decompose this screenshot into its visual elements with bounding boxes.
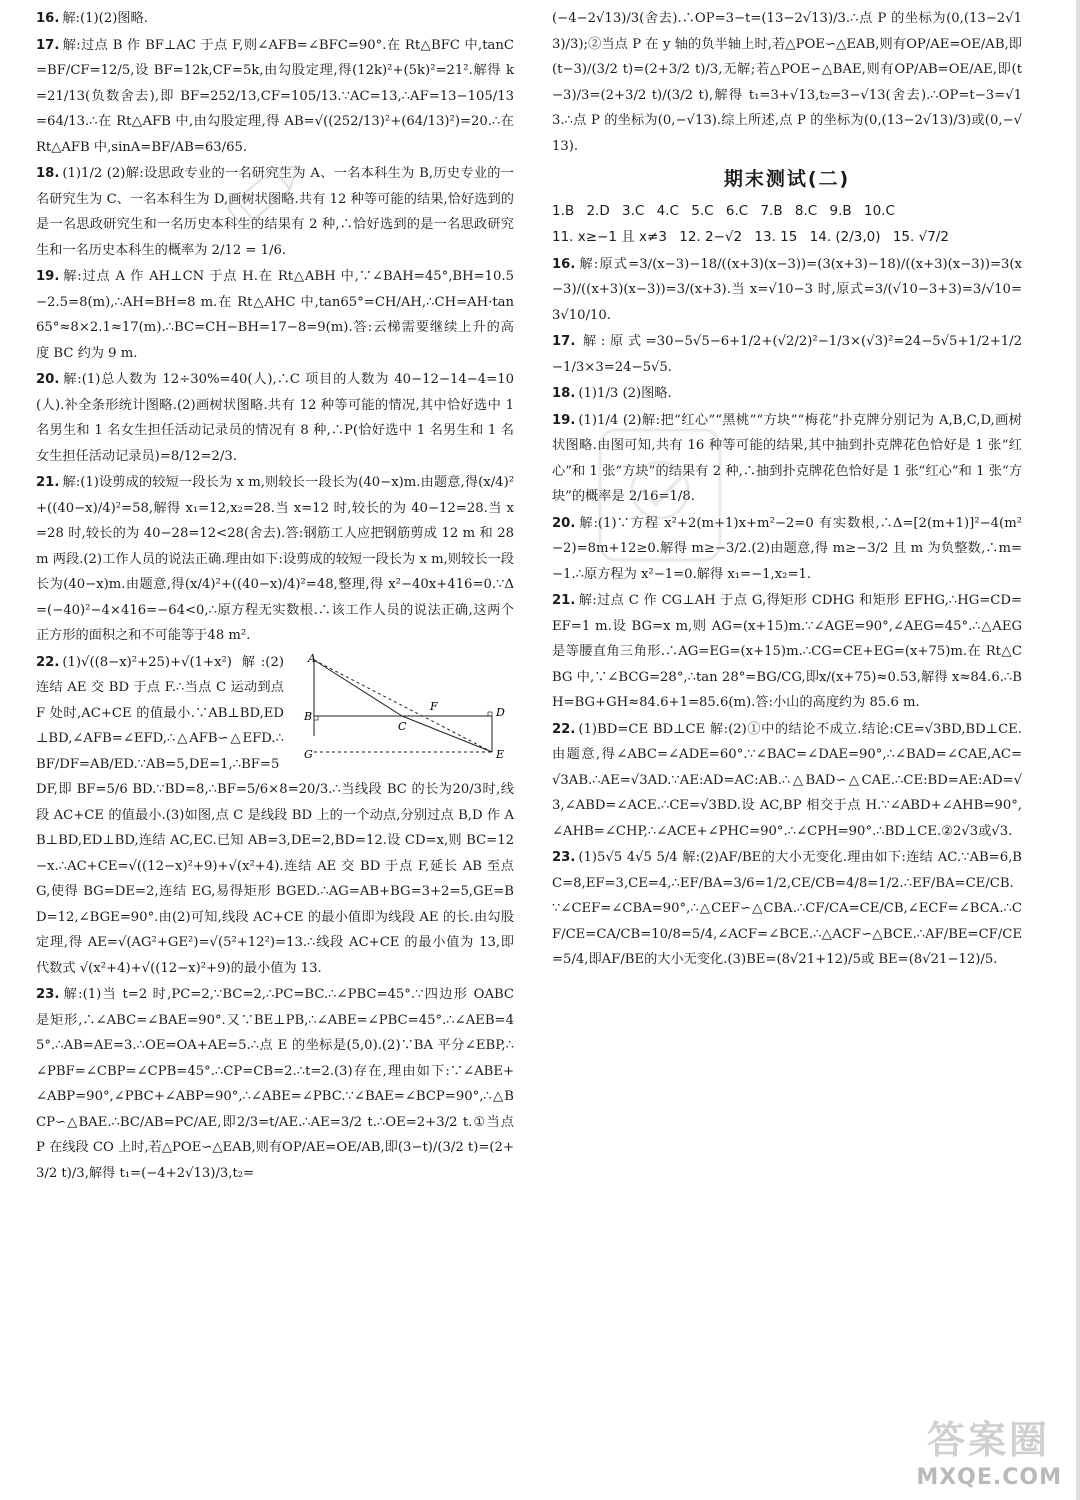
label-d: D	[496, 705, 505, 719]
fill-in-answers	[552, 225, 1022, 251]
item-text: 解:原式=30−5√5−6+1/2+(√2/2)²−1/3×(√3)²=24−5√5+1/2+1/2−1/3×3=24−5√5.	[552, 334, 1022, 375]
answer-17-right	[552, 329, 1022, 380]
geometry-figure	[292, 654, 514, 762]
answer-20-left	[36, 367, 514, 469]
answer-22-left	[36, 650, 514, 982]
label-f: F	[430, 699, 438, 713]
segment-ac	[314, 660, 402, 716]
answer-16-left	[36, 6, 514, 32]
item-number: 17.	[552, 334, 576, 349]
label-a: A	[308, 653, 316, 665]
mcq-answer: 4.C	[656, 202, 679, 219]
fill-answer: 15. √7/2	[892, 229, 949, 245]
fill-answer: 12. 2−√2	[679, 229, 743, 245]
answer-16-right	[552, 252, 1022, 329]
mcq-answer: 9.B	[829, 202, 852, 219]
item-text: 解:过点 B 作 BF⊥AC 于点 F,则∠AFB=∠BFC=90°.在 Rt△BFC 中,tanC=BF/CF=12/5,设 BF=12k,CF=5k,由勾股定理,得(12k)²+(5k)²=21².解得 k=21/13(负数舍去),即 BF=252/13,CF=105/13.∵AC=13,∴AF=13−105/13=64/13.∴在 Rt△AFB 中,由勾股定理,得 AB=√((252/13)²+(64/13)²)=20.∴在 Rt△AFB 中,sinA=BF/AB=63/65.	[36, 37, 514, 155]
item-text: (1)1/3 (2)图略.	[578, 386, 672, 401]
check-stamp-icon	[590, 420, 730, 570]
fill-answer: 11. x≥−1 且 x≠3	[552, 229, 667, 245]
item-number: 18.	[36, 166, 60, 181]
answer-21-right	[552, 588, 1022, 716]
mcq-answer: 5.C	[691, 202, 714, 219]
item-number: 23.	[36, 987, 60, 1002]
section-title: 期末测试(二)	[723, 168, 851, 190]
item-number: 21.	[36, 475, 60, 490]
page-edge	[1076, 0, 1080, 1500]
right-angle-b	[314, 716, 318, 720]
item-number: 22.	[36, 654, 60, 670]
item-number: 16.	[552, 256, 576, 272]
item-text: 解:(1)设剪成的较短一段长为 x m,则较长一段长为(40−x)m.由题意,得(x/4)²+((40−x)/4)²=58,解得 x₁=12,x₂=28.当 x=12 时,较长的为 40−12=28.当 x=28 时,较长的为 40−28=12<28(舍去).答:钢筋工人应把钢筋剪成 12 m 和 28 m 两段.(2)工作人员的说法正确.理由如下:设剪成的较短一段长为 x m,则较长一段长为(40−x)m.由题意,得(x/4)²+((40−x)/4)²=48,整理,得 x²−40x+416=0.∵Δ=(−40)²−4×416=−64<0,∴原方程无实数根.∴该工作人员的说法正确,这两个正方形的面积之和不可能等于48 m².	[36, 475, 514, 643]
answer-19-left	[36, 264, 514, 366]
mcq-answer: 1.B	[552, 202, 575, 219]
answer-23-right	[552, 845, 1022, 973]
label-b: B	[304, 709, 313, 723]
mcq-answer: 7.B	[760, 202, 783, 219]
mcq-answer: 6.C	[725, 202, 749, 219]
answer-18-right	[552, 381, 1022, 407]
label-e: E	[496, 747, 505, 761]
watermark-site: MXQE.COM	[916, 1465, 1062, 1490]
item-number: 16.	[36, 11, 60, 26]
item-number: 20.	[36, 372, 60, 387]
item-text: 解:(1)∵方程 x²+2(m+1)x+m²−2=0 有实数根,∴Δ=[2(m+1)]²−4(m²−2)=8m+12≥0.解得 m≥−3/2.(2)由题意,得 m≥−3/2 且 m 为负整数,∴m=−1.∴原方程为 x²−1=0.解得 x₁=−1,x₂=1.	[552, 515, 1022, 582]
label-c: C	[398, 719, 407, 733]
item-text: 解:过点 A 作 AH⊥CN 于点 H.在 Rt△ABH 中,∵∠BAH=45°,BH=10.5−2.5=8(m),∴AH=BH=8 m.在 Rt△AHC 中,tan65°=CH/AH,∴CH=AH·tan65°≈8×2.1≈17(m).∴BC=CH−BH=17−8=9(m).答:云梯需要继续上升的高度 BC 约为 9 m.	[36, 269, 514, 361]
fill-answer: 14. (2/3,0)	[809, 229, 881, 245]
item-text: (1)BD=CE BD⊥CE 解:(2)①中的结论不成立.结论:CE=√3BD,BD⊥CE.由题意,得∠ABC=∠ADE=60°.∵∠BAC=∠DAE=90°,∴∠BAD=∠CAE,AC=√3AB.∴AE=√3AD.∵AE:AD=AC:AB.∴△BAD∽△CAE.∴CE:BD=AE:AD=√3,∠ABD=∠ACE.∴CE=√3BD.设 AC,BP 相交于点 H.∵∠ABD+∠AHB=90°,∠AHB=∠CHP,∴∠ACE+∠PHC=90°.∴∠CPH=90°.∴BD⊥CE.②2√3或√3.	[552, 721, 1022, 839]
item-text: (−4−2√13)/3(舍去).∴OP=3−t=(13−2√13)/3.∴点 P 的坐标为(0,(13−2√13)/3);②当点 P 在 y 轴的负半轴上时,若△POE∽△EAB,则有OP/AE=OE/AB,即(t−3)/(3/2 t)=(2+3/2 t)/3,无解;若△POE∽△BAE,则有OP/AB=OE/AE,即(t−3)/3=(2+3/2 t)/(3/2 t),解得 t₁=3+√13,t₂=3−√13(舍去).∴OP=t−3=√13.∴点 P 的坐标为(0,−√13).综上所述,点 P 的坐标为(0,(13−2√13)/3)或(0,−√13).	[552, 11, 1022, 154]
label-g: G	[304, 747, 313, 761]
mcq-answer: 10.C	[863, 202, 895, 219]
fill-answer: 13. 15	[754, 229, 798, 245]
item-text: (1)1/4 (2)解:把“红心”“黑桃”“方块”“梅花”扑克牌分别记为 A,B,C,D,画树状图略.由图可知,共有 16 种等可能的结果,其中抽到扑克牌花色恰好是 1 张“红心”和 1 张“方块”的结果有 2 种,∴抽到扑克牌花色恰好是 1 张“红心”和 1 张“方块”的概率是 2/16=1/8.	[552, 412, 1022, 504]
item-number: 23.	[552, 850, 576, 865]
item-number: 21.	[552, 593, 576, 608]
mcq-answer: 3.C	[622, 202, 645, 219]
item-number: 20.	[552, 515, 576, 531]
watermark-logo: 答案圈	[926, 1418, 1050, 1462]
item-number: 17.	[36, 37, 60, 53]
item-text: (1)1/2 (2)解:设思政专业的一名研究生为 A、一名本科生为 B,历史专业的一名研究生为 C、一名本科生为 D,画树状图略.共有 12 种等可能的结果,恰好选到的是一名思政研究生和一名历史本科生的结果有 2 种,∴恰好选到的是一名思政研究生和一名历史本科生的概率为 2/12 = 1/6.	[36, 166, 514, 258]
pencil-stamp-icon	[200, 140, 320, 260]
item-text: 解:原式=3/(x−3)−18/((x+3)(x−3))=(3(x+3)−18)/((x+3)(x−3))=3(x−3)/((x+3)(x−3))=3/(x+3).当 x=√10−3 时,原式=3/(√10−3+3)=3/√10=3√10/10.	[552, 256, 1022, 323]
mcq-answers	[552, 199, 1022, 225]
item-text: (1)√((8−x)²+25)+√(1+x²) 解:(2)连结 AE 交 BD 于点 F.∴当点 C 运动到点 F 处时,AC+CE 的值最小.∵AB⊥BD,ED⊥BD,∠AFB=∠EFD,∴△AFB∽△EFD.∴BF/DF=AB/ED.∵AB=5,DE=1,∴BF=5DF,即 BF=5/6 BD.∵BD=8,∴BF=5/6×8=20/3.∴当线段 BC 的长为20/3时,线段 AC+CE 的值最小.(3)如图,点 C 是线段 BD 上的一个动点,分别过点 B,D 作 AB⊥BD,ED⊥BD,连结 AC,EC.已知 AB=3,DE=2,BD=12.设 CD=x,则 BC=12−x.∴AC+CE=√((12−x)²+9)+√(x²+4).连结 AE 交 BD 于点 F,延长 AB 至点 G,使得 BG=DE=2,连结 EG,易得矩形 BGED.∴AG=AB+BG=3+2=5,GE=BD=12,∠BGE=90°.由(2)可知,线段 AC+CE 的最小值即为线段 AE 的长.由勾股定理,得 AE=√(AG²+GE²)=√(5²+12²)=13.∴线段 AC+CE 的最小值为 13,即代数式 √(x²+4)+√((12−x)²+9)的最小值为 13.	[36, 654, 514, 976]
item-number: 19.	[552, 412, 576, 428]
answer-22-right	[552, 717, 1022, 845]
item-number: 22.	[552, 721, 576, 737]
answer-23-left	[36, 982, 514, 1186]
answer-23-continued	[552, 6, 1022, 159]
right-angle-d	[488, 712, 492, 716]
answer-21-left	[36, 470, 514, 649]
segment-ae	[314, 660, 492, 752]
mcq-answer: 8.C	[794, 202, 818, 219]
mcq-answer: 2.D	[586, 202, 610, 219]
item-text: 解:(1)总人数为 12÷30%=40(人),∴C 项目的人数为 40−12−14−4=10(人).补全条形统计图略.(2)画树状图略.共有 12 种等可能的情况,其中恰好选中 1 名男生和 1 名女生担任活动记录员的情况有 8 种,∴P(恰好选中 1 名男生和 1 名女生担任活动记录员)=8/12=2/3.	[36, 372, 514, 464]
item-number: 19.	[36, 269, 60, 284]
item-number: 18.	[552, 386, 576, 401]
segment-ce	[402, 716, 492, 752]
figure-svg	[292, 654, 514, 762]
item-text: (1)5√5 4√5 5/4 解:(2)AF/BE的大小无变化.理由如下:连结 AC.∵AB=6,BC=8,EF=3,CE=4,∴EF/BA=3/6=1/2,CE/CB=4/8=1/2.∴EF/BA=CE/CB.∵∠CEF=∠CBA=90°,∴△CEF∽△CBA.∴CF/CA=CE/CB,∠ECF=∠BCA.∴CF/CE=CA/CB=10/8=5/4,∠ACF=∠BCE.∴△ACF∽△BCE.∴AF/BE=CF/CE=5/4,即AF/BE的大小无变化.(3)BE=(8√21+12)/5或 BE=(8√21−12)/5.	[552, 850, 1022, 967]
item-text: 解:过点 C 作 CG⊥AH 于点 G,得矩形 CDHG 和矩形 EFHG,∴HG=CD=EF=1 m.设 BG=x m,则 AG=(x+15)m.∵∠AGE=90°,∠AEG=45°.∴△AEG 是等腰直角三角形.∴AG=EG=(x+15)m.∴CG=CE+EG=(x+75)m.在 Rt△CBG 中,∵∠BCG=28°,∴tan 28°=BG/CG,即x/(x+75)≈0.53,解得 x≈84.6.∴BH=BG+GH≈84.6+1=85.6(m).答:小山的高度约为 85.6 m.	[552, 593, 1022, 710]
item-text: 解:(1)当 t=2 时,PC=2,∵BC=2,∴PC=BC.∴∠PBC=45°.∵四边形 OABC 是矩形,∴∠ABC=∠BAE=90°.又∵BE⊥PB,∴∠ABE=∠PBC=45°.∴∠AEB=45°.∴AB=AE=3.∴OE=OA+AE=5.∴点 E 的坐标是(5,0).(2)∵BA 平分∠EBP,∴∠PBF=∠CBP=∠CPB=45°.∴CP=CB=2.∴t=2.(3)存在,理由如下:∵∠ABE+∠ABP=90°,∠PBC+∠ABP=90°,∴∠ABE=∠PBC.∵∠BAE=∠BCP=90°,∴△BCP∽△BAE.∴BC/AB=PC/AE,即2/3=t/AE.∴AE=3/2 t.∴OE=2+3/2 t.①当点 P 在线段 CO 上时,若△POE∽△EAB,则有OP/AE=OE/AB,即(3−t)/(3/2 t)=(2+3/2 t)/3,解得 t₁=(−4+2√13)/3,t₂=	[36, 987, 514, 1181]
item-text: 解:(1)(2)图略.	[62, 11, 148, 26]
